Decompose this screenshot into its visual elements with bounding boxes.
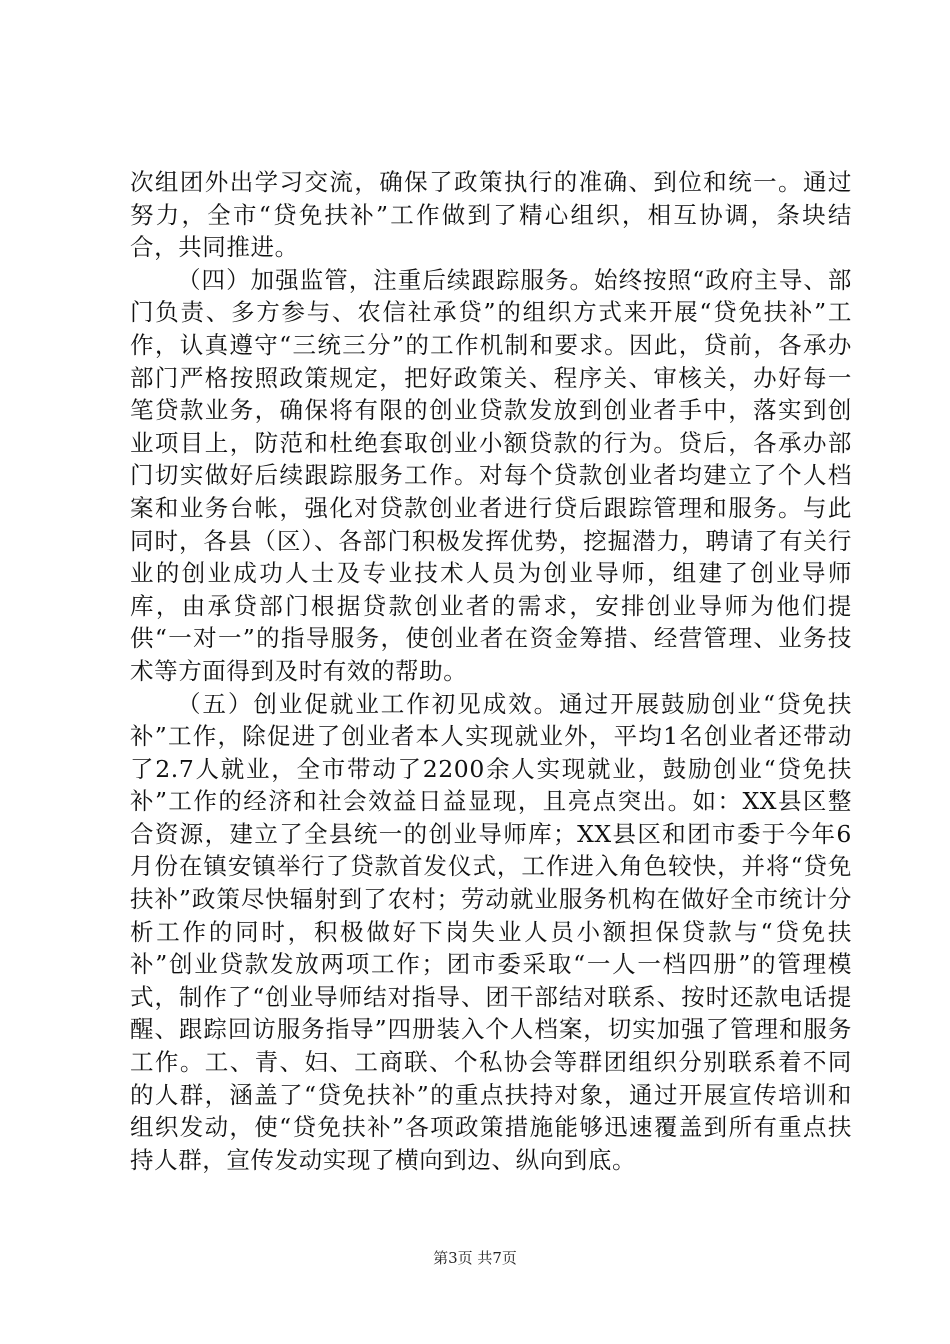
paragraph-section-four: （四）加强监管，注重后续跟踪服务。始终按照“政府主导、部门负责、多方参与、农信社承贷”的组织方式来开展“贷免扶补”工作，认真遵守“三统三分”的工作机制和要求。因此，贷前，各承办部门严格按照政策规定，把好政策关、程序关、审核关，办好每一笔贷款业务，确保将有限的创业贷款发放到创业者手中，落实到创业项目上，防范和杜绝套取创业小额贷款的行为。贷后，各承办部门切实做好后续跟踪服务工作。对每个贷款创业者均建立了个人档案和业务台帐，强化对贷款创业者进行贷后跟踪管理和服务。与此同时，各县（区）、各部门积极发挥优势，挖掘潜力，聘请了有关行业的创业成功人士及专业技术人员为创业导师，组建了创业导师库，由承贷部门根据贷款创业者的需求，安排创业导师为他们提供“一对一”的指导服务，使创业者在资金筹措、经营管理、业务技术等方面得到及时有效的帮助。 xyxy=(130,265,852,685)
document-body xyxy=(130,166,852,1176)
paragraph-continued: 次组团外出学习交流，确保了政策执行的准确、到位和统一。通过努力，全市“贷免扶补”工作做到了精心组织，相互协调，条块结合，共同推进。 xyxy=(130,168,852,262)
paragraph-section-five: （五）创业促就业工作初见成效。通过开展鼓励创业“贷免扶补”工作，除促进了创业者本人实现就业外，平均1名创业者还带动了2.7人就业，全市带动了2200余人实现就业，鼓励创业“贷免扶补”工作的经济和社会效益日益显现，且亮点突出。如：XX县区整合资源，建立了全县统一的创业导师库；XX县区和团市委于今年6月份在镇安镇举行了贷款首发仪式，工作进入角色较快，并将“贷免扶补”政策尽快辐射到了农村；劳动就业服务机构在做好全市统计分析工作的同时，积极做好下岗失业人员小额担保贷款与“贷免扶补”创业贷款发放两项工作；团市委采取“一人一档四册”的管理模式，制作了“创业导师结对指导、团干部结对联系、按时还款电话提醒、跟踪回访服务指导”四册装入个人档案，切实加强了管理和服务工作。工、青、妇、工商联、个私协会等群团组织分别联系着不同的人群，涵盖了“贷免扶补”的重点扶持对象，通过开展宣传培训和组织发动，使“贷免扶补”各项政策措施能够迅速覆盖到所有重点扶持人群，宣传发动实现了横向到边、纵向到底。 xyxy=(130,689,852,1174)
page-number-footer: 第3页 共7页 xyxy=(433,1249,517,1267)
